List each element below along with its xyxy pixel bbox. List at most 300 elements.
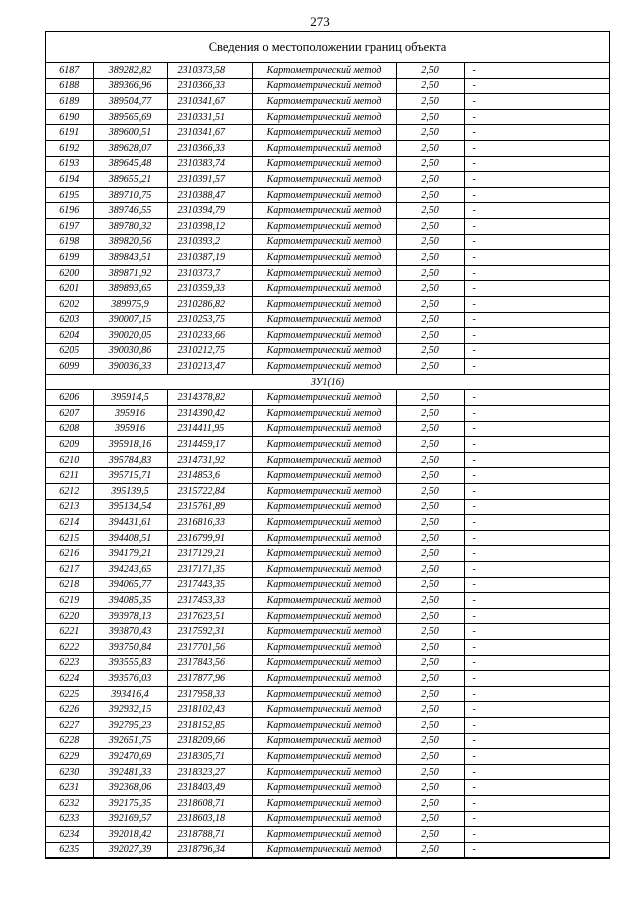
y-coordinate-cell: 2310366,33: [167, 140, 252, 156]
note-cell: -: [464, 686, 609, 702]
method-cell: Картометрический метод: [252, 733, 396, 749]
table-row: [46, 281, 609, 297]
point-number-cell: 6194: [46, 172, 93, 188]
point-number-cell: 6215: [46, 530, 93, 546]
method-cell: Картометрический метод: [252, 218, 396, 234]
point-number-cell: 6197: [46, 218, 93, 234]
method-cell: Картометрический метод: [252, 421, 396, 437]
y-coordinate-cell: 2310383,74: [167, 156, 252, 172]
accuracy-cell: 2,50: [396, 577, 464, 593]
method-cell: Картометрический метод: [252, 639, 396, 655]
note-cell: -: [464, 593, 609, 609]
note-cell: -: [464, 63, 609, 78]
y-coordinate-cell: 2310394,79: [167, 203, 252, 219]
y-coordinate-cell: 2310373,58: [167, 63, 252, 78]
point-number-cell: 6203: [46, 312, 93, 328]
table-row: [46, 468, 609, 484]
table-row: [46, 515, 609, 531]
accuracy-cell: 2,50: [396, 312, 464, 328]
method-cell: Картометрический метод: [252, 234, 396, 250]
x-coordinate-cell: 389893,65: [93, 281, 167, 297]
accuracy-cell: 2,50: [396, 780, 464, 796]
method-cell: Картометрический метод: [252, 593, 396, 609]
section-row: [46, 374, 609, 390]
method-cell: Картометрический метод: [252, 187, 396, 203]
x-coordinate-cell: 389645,48: [93, 156, 167, 172]
x-coordinate-cell: 393416,4: [93, 686, 167, 702]
point-number-cell: 6225: [46, 686, 93, 702]
y-coordinate-cell: 2317877,96: [167, 671, 252, 687]
x-coordinate-cell: 395916: [93, 406, 167, 422]
method-cell: Картометрический метод: [252, 546, 396, 562]
point-number-cell: 6235: [46, 842, 93, 858]
accuracy-cell: 2,50: [396, 359, 464, 375]
x-coordinate-cell: 392169,57: [93, 811, 167, 827]
x-coordinate-cell: 392175,35: [93, 795, 167, 811]
x-coordinate-cell: 395139,5: [93, 484, 167, 500]
note-cell: -: [464, 296, 609, 312]
table-row: [46, 172, 609, 188]
x-coordinate-cell: 389565,69: [93, 109, 167, 125]
accuracy-cell: 2,50: [396, 343, 464, 359]
note-cell: -: [464, 608, 609, 624]
note-cell: -: [464, 187, 609, 203]
note-cell: -: [464, 733, 609, 749]
point-number-cell: 6232: [46, 795, 93, 811]
x-coordinate-cell: 389975,9: [93, 296, 167, 312]
x-coordinate-cell: 395134,54: [93, 499, 167, 515]
x-coordinate-cell: 389710,75: [93, 187, 167, 203]
point-number-cell: 6211: [46, 468, 93, 484]
table-row: [46, 343, 609, 359]
y-coordinate-cell: 2317129,21: [167, 546, 252, 562]
accuracy-cell: 2,50: [396, 172, 464, 188]
table-row: [46, 811, 609, 827]
point-number-cell: 6207: [46, 406, 93, 422]
accuracy-cell: 2,50: [396, 655, 464, 671]
method-cell: Картометрический метод: [252, 452, 396, 468]
table-row: [46, 671, 609, 687]
x-coordinate-cell: 393576,03: [93, 671, 167, 687]
y-coordinate-cell: 2310331,51: [167, 109, 252, 125]
table-row: [46, 452, 609, 468]
point-number-cell: 6219: [46, 593, 93, 609]
y-coordinate-cell: 2310366,33: [167, 78, 252, 94]
note-cell: -: [464, 717, 609, 733]
note-cell: -: [464, 546, 609, 562]
y-coordinate-cell: 2314731,92: [167, 452, 252, 468]
note-cell: -: [464, 780, 609, 796]
method-cell: Картометрический метод: [252, 312, 396, 328]
method-cell: Картометрический метод: [252, 749, 396, 765]
y-coordinate-cell: 2310341,67: [167, 94, 252, 110]
note-cell: -: [464, 484, 609, 500]
note-cell: -: [464, 109, 609, 125]
note-cell: -: [464, 343, 609, 359]
table-row: [46, 577, 609, 593]
note-cell: -: [464, 764, 609, 780]
note-cell: -: [464, 172, 609, 188]
table-row: [46, 437, 609, 453]
note-cell: -: [464, 390, 609, 406]
method-cell: Картометрический метод: [252, 359, 396, 375]
note-cell: -: [464, 218, 609, 234]
x-coordinate-cell: 393870,43: [93, 624, 167, 640]
method-cell: Картометрический метод: [252, 109, 396, 125]
x-coordinate-cell: 389282,82: [93, 63, 167, 78]
table-row: [46, 78, 609, 94]
x-coordinate-cell: 392651,75: [93, 733, 167, 749]
y-coordinate-cell: 2317958,33: [167, 686, 252, 702]
accuracy-cell: 2,50: [396, 608, 464, 624]
y-coordinate-cell: 2314378,82: [167, 390, 252, 406]
x-coordinate-cell: 395914,5: [93, 390, 167, 406]
method-cell: Картометрический метод: [252, 608, 396, 624]
note-cell: -: [464, 749, 609, 765]
accuracy-cell: 2,50: [396, 686, 464, 702]
table-row: [46, 187, 609, 203]
table-row: [46, 686, 609, 702]
accuracy-cell: 2,50: [396, 827, 464, 843]
x-coordinate-cell: 394243,65: [93, 562, 167, 578]
x-coordinate-cell: 389843,51: [93, 250, 167, 266]
x-coordinate-cell: 389871,92: [93, 265, 167, 281]
y-coordinate-cell: 2314459,17: [167, 437, 252, 453]
x-coordinate-cell: 393750,84: [93, 639, 167, 655]
point-number-cell: 6216: [46, 546, 93, 562]
point-number-cell: 6195: [46, 187, 93, 203]
point-number-cell: 6220: [46, 608, 93, 624]
method-cell: Картометрический метод: [252, 468, 396, 484]
note-cell: -: [464, 577, 609, 593]
accuracy-cell: 2,50: [396, 639, 464, 655]
table-row: [46, 265, 609, 281]
accuracy-cell: 2,50: [396, 156, 464, 172]
point-number-cell: 6187: [46, 63, 93, 78]
x-coordinate-cell: 395916: [93, 421, 167, 437]
y-coordinate-cell: 2318608,71: [167, 795, 252, 811]
y-coordinate-cell: 2318209,66: [167, 733, 252, 749]
note-cell: -: [464, 437, 609, 453]
table-row: [46, 218, 609, 234]
table-body: [46, 63, 609, 858]
table-row: [46, 312, 609, 328]
note-cell: -: [464, 624, 609, 640]
accuracy-cell: 2,50: [396, 499, 464, 515]
table-row: [46, 827, 609, 843]
point-number-cell: 6205: [46, 343, 93, 359]
point-number-cell: 6190: [46, 109, 93, 125]
table-row: [46, 328, 609, 344]
x-coordinate-cell: 392018,42: [93, 827, 167, 843]
method-cell: Картометрический метод: [252, 811, 396, 827]
method-cell: Картометрический метод: [252, 702, 396, 718]
y-coordinate-cell: 2310373,7: [167, 265, 252, 281]
point-number-cell: 6234: [46, 827, 93, 843]
note-cell: -: [464, 328, 609, 344]
y-coordinate-cell: 2318796,34: [167, 842, 252, 858]
note-cell: -: [464, 265, 609, 281]
y-coordinate-cell: 2318403,49: [167, 780, 252, 796]
point-number-cell: 6221: [46, 624, 93, 640]
accuracy-cell: 2,50: [396, 265, 464, 281]
x-coordinate-cell: 393555,83: [93, 655, 167, 671]
table-row: [46, 359, 609, 375]
table-row: [46, 234, 609, 250]
y-coordinate-cell: 2318102,43: [167, 702, 252, 718]
y-coordinate-cell: 2318152,85: [167, 717, 252, 733]
accuracy-cell: 2,50: [396, 296, 464, 312]
y-coordinate-cell: 2317453,33: [167, 593, 252, 609]
accuracy-cell: 2,50: [396, 234, 464, 250]
y-coordinate-cell: 2314411,95: [167, 421, 252, 437]
table-row: [46, 499, 609, 515]
method-cell: Картометрический метод: [252, 562, 396, 578]
note-cell: -: [464, 671, 609, 687]
accuracy-cell: 2,50: [396, 468, 464, 484]
y-coordinate-cell: 2315722,84: [167, 484, 252, 500]
x-coordinate-cell: 394085,35: [93, 593, 167, 609]
point-number-cell: 6222: [46, 639, 93, 655]
note-cell: -: [464, 203, 609, 219]
table-row: [46, 109, 609, 125]
table-row: [46, 842, 609, 858]
method-cell: Картометрический метод: [252, 156, 396, 172]
y-coordinate-cell: 2317171,35: [167, 562, 252, 578]
point-number-cell: 6209: [46, 437, 93, 453]
x-coordinate-cell: 394179,21: [93, 546, 167, 562]
method-cell: Картометрический метод: [252, 406, 396, 422]
note-cell: -: [464, 562, 609, 578]
accuracy-cell: 2,50: [396, 484, 464, 500]
method-cell: Картометрический метод: [252, 671, 396, 687]
point-number-cell: 6199: [46, 250, 93, 266]
y-coordinate-cell: 2318305,71: [167, 749, 252, 765]
method-cell: Картометрический метод: [252, 78, 396, 94]
table-row: [46, 655, 609, 671]
point-number-cell: 6210: [46, 452, 93, 468]
x-coordinate-cell: 394408,51: [93, 530, 167, 546]
y-coordinate-cell: 2317592,31: [167, 624, 252, 640]
table-row: [46, 780, 609, 796]
method-cell: Картометрический метод: [252, 764, 396, 780]
note-cell: -: [464, 499, 609, 515]
y-coordinate-cell: 2310393,2: [167, 234, 252, 250]
table-row: [46, 593, 609, 609]
y-coordinate-cell: 2318788,71: [167, 827, 252, 843]
point-number-cell: 6099: [46, 359, 93, 375]
x-coordinate-cell: 390030,86: [93, 343, 167, 359]
accuracy-cell: 2,50: [396, 452, 464, 468]
note-cell: -: [464, 312, 609, 328]
accuracy-cell: 2,50: [396, 624, 464, 640]
method-cell: Картометрический метод: [252, 172, 396, 188]
note-cell: -: [464, 827, 609, 843]
x-coordinate-cell: 392481,33: [93, 764, 167, 780]
note-cell: -: [464, 78, 609, 94]
method-cell: Картометрический метод: [252, 624, 396, 640]
y-coordinate-cell: 2315761,89: [167, 499, 252, 515]
x-coordinate-cell: 393978,13: [93, 608, 167, 624]
y-coordinate-cell: 2310286,82: [167, 296, 252, 312]
x-coordinate-cell: 392368,06: [93, 780, 167, 796]
method-cell: Картометрический метод: [252, 296, 396, 312]
accuracy-cell: 2,50: [396, 78, 464, 94]
x-coordinate-cell: 392795,23: [93, 717, 167, 733]
table-title: Сведения о местоположении границ объекта: [46, 32, 609, 63]
y-coordinate-cell: 2310212,75: [167, 343, 252, 359]
table-row: [46, 406, 609, 422]
accuracy-cell: 2,50: [396, 437, 464, 453]
coordinates-table-frame: [45, 31, 610, 859]
y-coordinate-cell: 2310391,57: [167, 172, 252, 188]
y-coordinate-cell: 2310388,47: [167, 187, 252, 203]
method-cell: Картометрический метод: [252, 780, 396, 796]
note-cell: -: [464, 811, 609, 827]
accuracy-cell: 2,50: [396, 842, 464, 858]
note-cell: -: [464, 639, 609, 655]
method-cell: Картометрический метод: [252, 530, 396, 546]
y-coordinate-cell: 2310387,19: [167, 250, 252, 266]
method-cell: Картометрический метод: [252, 655, 396, 671]
y-coordinate-cell: 2318603,18: [167, 811, 252, 827]
table-row: [46, 94, 609, 110]
y-coordinate-cell: 2316816,33: [167, 515, 252, 531]
table-row: [46, 530, 609, 546]
point-number-cell: 6212: [46, 484, 93, 500]
section-label: ЗУ1(16): [46, 374, 609, 390]
table-row: [46, 717, 609, 733]
table-row: [46, 125, 609, 141]
method-cell: Картометрический метод: [252, 686, 396, 702]
accuracy-cell: 2,50: [396, 671, 464, 687]
method-cell: Картометрический метод: [252, 827, 396, 843]
point-number-cell: 6229: [46, 749, 93, 765]
accuracy-cell: 2,50: [396, 421, 464, 437]
table-row: [46, 203, 609, 219]
accuracy-cell: 2,50: [396, 811, 464, 827]
y-coordinate-cell: 2317443,35: [167, 577, 252, 593]
page-number: 273: [310, 14, 330, 29]
method-cell: Картометрический метод: [252, 484, 396, 500]
x-coordinate-cell: 389655,21: [93, 172, 167, 188]
point-number-cell: 6224: [46, 671, 93, 687]
y-coordinate-cell: 2314853,6: [167, 468, 252, 484]
point-number-cell: 6226: [46, 702, 93, 718]
point-number-cell: 6214: [46, 515, 93, 531]
point-number-cell: 6204: [46, 328, 93, 344]
table-row: [46, 608, 609, 624]
accuracy-cell: 2,50: [396, 764, 464, 780]
point-number-cell: 6201: [46, 281, 93, 297]
x-coordinate-cell: 389600,51: [93, 125, 167, 141]
method-cell: Картометрический метод: [252, 328, 396, 344]
x-coordinate-cell: 390036,33: [93, 359, 167, 375]
accuracy-cell: 2,50: [396, 406, 464, 422]
point-number-cell: 6227: [46, 717, 93, 733]
y-coordinate-cell: 2310359,33: [167, 281, 252, 297]
accuracy-cell: 2,50: [396, 515, 464, 531]
y-coordinate-cell: 2310213,47: [167, 359, 252, 375]
y-coordinate-cell: 2316799,91: [167, 530, 252, 546]
method-cell: Картометрический метод: [252, 499, 396, 515]
note-cell: -: [464, 156, 609, 172]
method-cell: Картометрический метод: [252, 795, 396, 811]
table-row: [46, 764, 609, 780]
accuracy-cell: 2,50: [396, 63, 464, 78]
method-cell: Картометрический метод: [252, 63, 396, 78]
table-row: [46, 639, 609, 655]
x-coordinate-cell: 390020,05: [93, 328, 167, 344]
accuracy-cell: 2,50: [396, 795, 464, 811]
x-coordinate-cell: 390007,15: [93, 312, 167, 328]
note-cell: -: [464, 515, 609, 531]
note-cell: -: [464, 530, 609, 546]
table-row: [46, 63, 609, 78]
table-row: [46, 390, 609, 406]
table-row: [46, 795, 609, 811]
table-row: [46, 250, 609, 266]
note-cell: -: [464, 702, 609, 718]
y-coordinate-cell: 2317623,51: [167, 608, 252, 624]
accuracy-cell: 2,50: [396, 702, 464, 718]
x-coordinate-cell: 389628,07: [93, 140, 167, 156]
point-number-cell: 6218: [46, 577, 93, 593]
point-number-cell: 6189: [46, 94, 93, 110]
point-number-cell: 6198: [46, 234, 93, 250]
x-coordinate-cell: 389504,77: [93, 94, 167, 110]
note-cell: -: [464, 140, 609, 156]
point-number-cell: 6208: [46, 421, 93, 437]
note-cell: -: [464, 421, 609, 437]
x-coordinate-cell: 392470,69: [93, 749, 167, 765]
note-cell: -: [464, 250, 609, 266]
note-cell: -: [464, 234, 609, 250]
x-coordinate-cell: 389820,56: [93, 234, 167, 250]
accuracy-cell: 2,50: [396, 593, 464, 609]
accuracy-cell: 2,50: [396, 109, 464, 125]
point-number-cell: 6217: [46, 562, 93, 578]
y-coordinate-cell: 2314390,42: [167, 406, 252, 422]
x-coordinate-cell: 395918,16: [93, 437, 167, 453]
method-cell: Картометрический метод: [252, 265, 396, 281]
y-coordinate-cell: 2310398,12: [167, 218, 252, 234]
accuracy-cell: 2,50: [396, 218, 464, 234]
x-coordinate-cell: 392027,39: [93, 842, 167, 858]
accuracy-cell: 2,50: [396, 125, 464, 141]
y-coordinate-cell: 2317701,56: [167, 639, 252, 655]
note-cell: -: [464, 468, 609, 484]
table-row: [46, 749, 609, 765]
y-coordinate-cell: 2318323,27: [167, 764, 252, 780]
note-cell: -: [464, 452, 609, 468]
accuracy-cell: 2,50: [396, 94, 464, 110]
accuracy-cell: 2,50: [396, 562, 464, 578]
table-row: [46, 624, 609, 640]
table-row: [46, 140, 609, 156]
note-cell: -: [464, 655, 609, 671]
note-cell: -: [464, 795, 609, 811]
point-number-cell: 6223: [46, 655, 93, 671]
table-row: [46, 733, 609, 749]
x-coordinate-cell: 389366,96: [93, 78, 167, 94]
point-number-cell: 6228: [46, 733, 93, 749]
y-coordinate-cell: 2310253,75: [167, 312, 252, 328]
method-cell: Картометрический метод: [252, 717, 396, 733]
x-coordinate-cell: 389780,32: [93, 218, 167, 234]
note-cell: -: [464, 94, 609, 110]
x-coordinate-cell: 394431,61: [93, 515, 167, 531]
